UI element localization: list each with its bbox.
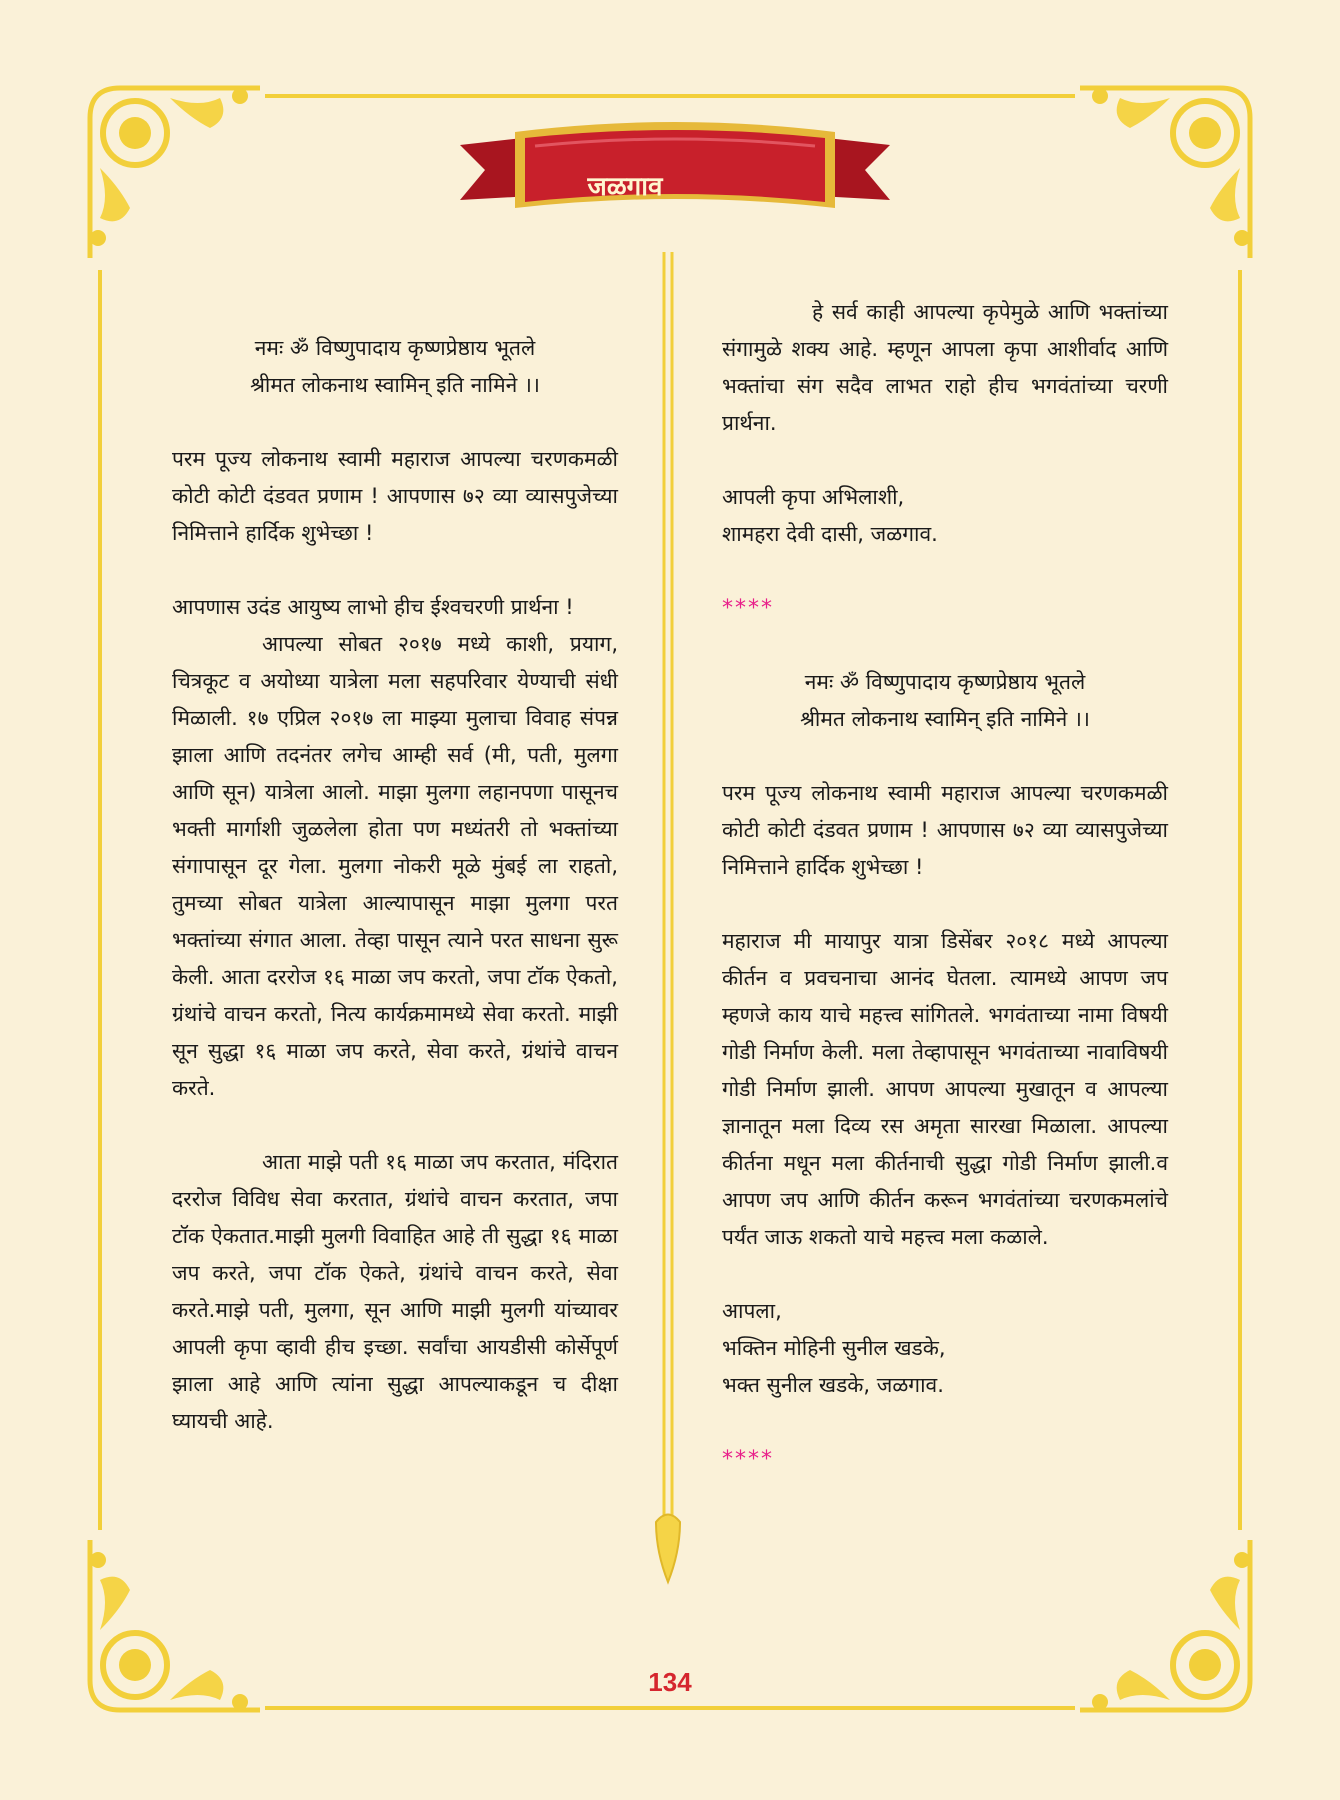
separator-stars: ****: [722, 596, 774, 621]
frame-top-line: [265, 94, 1075, 98]
signoff-line: भक्त सुनील खडके, जळगाव.: [722, 1373, 944, 1397]
signoff-line: आपला,: [722, 1299, 782, 1323]
paragraph: परम पूज्य लोकनाथ स्वामी महाराज आपल्या चरणकमळी कोटी कोटी दंडवत प्रणाम ! आपणास ७२ व्या व्यासपुजेच्या निमित्ताने हार्दिक शुभेच्छा !: [172, 447, 618, 545]
corner-ornament-top-right: [1070, 78, 1260, 268]
paragraph: आता माझे पती १६ माळा जप करतात, मंदिरात दररोज विविध सेवा करतात, ग्रंथांचे वाचन करतात, जपा टॉक ऐकतात.माझी मुलगी विवाहित आहे ती सुद्धा १६ माळा जप करते, जपा टॉक ऐकते, ग्रंथांचे वाचन करते, सेवा करते.माझे पती, मुलगा, सून आणि माझी मुलगी यांच्यावर आपली कृपा व्हावी हीच इच्छा. सर्वांचा आयडीसी कोर्सेपूर्ण झाला आहे आणि त्यांना सुद्धा आपल्याकडून च दीक्षा घ्यायची आहे.: [172, 1150, 618, 1433]
invocation-line: श्रीमत लोकनाथ स्वामिन् इति नामिने ।।: [250, 373, 540, 397]
left-column: [172, 330, 618, 1440]
column-divider: [648, 252, 688, 1592]
paragraph: परम पूज्य लोकनाथ स्वामी महाराज आपल्या चरणकमळी कोटी कोटी दंडवत प्रणाम ! आपणास ७२ व्या व्यासपुजेच्या निमित्ताने हार्दिक शुभेच्छा !: [722, 781, 1168, 879]
page-number: 134: [648, 1667, 692, 1697]
corner-ornament-top-left: [80, 78, 270, 268]
paragraph: आपल्या सोबत २०१७ मध्ये काशी, प्रयाग, चित्रकूट व अयोध्या यात्रेला मला सहपरिवार येण्याची संधी मिळाली. १७ एप्रिल २०१७ ला माझ्या मुलाचा विवाह संपन्न झाला आणि तदनंतर लगेच आम्ही सर्व (मी, पती, मुलगा आणि सून) यात्रेला आलो. माझा मुलगा लहानपणा पासूनच भक्ती मार्गाशी जुळलेला होता पण मध्यंतरी तो भक्तांच्या संगापासून दूर गेला. मुलगा नोकरी मूळे मुंबई ला राहतो, तुमच्या सोबत यात्रेला आल्यापासून माझा मुलगा परत भक्तांच्या संगात आला. तेव्हा पासून त्याने परत साधना सुरू केली. आता दररोज १६ माळा जप करतो, जपा टॉक ऐकतो, ग्रंथांचे वाचन करतो, नित्य कार्यक्रमामध्ये सेवा करतो. माझी सून सुद्धा १६ माळा जप करते, सेवा करते, ग्रंथांचे वाचन करते.: [172, 632, 618, 1100]
corner-ornament-bottom-right: [1070, 1530, 1260, 1720]
signoff-line: भक्तिन मोहिनी सुनील खडके,: [722, 1336, 946, 1360]
paragraph: आपणास उदंड आयुष्य लाभो हीच ईश्वचरणी प्रार्थना !: [172, 595, 574, 619]
invocation-line: नमः ॐ विष्णुपादाय कृष्णप्रेष्ठाय भूतले: [804, 670, 1086, 694]
right-column: [722, 294, 1168, 1478]
frame-right-line: [1238, 270, 1242, 1530]
invocation-line: नमः ॐ विष्णुपादाय कृष्णप्रेष्ठाय भूतले: [254, 336, 536, 360]
corner-ornament-bottom-left: [80, 1530, 270, 1720]
frame-left-line: [98, 270, 102, 1530]
page-title: जळगाव: [587, 172, 663, 202]
signoff-line: शामहरा देवी दासी, जळगाव.: [722, 522, 938, 546]
paragraph: महाराज मी मायापुर यात्रा डिसेंबर २०१८ मध्ये आपल्या कीर्तन व प्रवचनाचा आनंद घेतला. त्यामध्ये आपण जप म्हणजे काय याचे महत्त्व सांगितले. भगवंताच्या नामा विषयी गोडी निर्माण केली. मला तेव्हापासून भगवंताच्या नावाविषयी गोडी निर्माण झाली. आपण आपल्या मुखातून व आपल्या ज्ञानातून मला दिव्य रस अमृता सारखा मिळाला. आपल्या कीर्तना मधून मला कीर्तनाची सुद्धा गोडी निर्माण झाली.व आपण जप आणि कीर्तन करून भगवंतांच्या चरणकमलांचे पर्यंत जाऊ शकतो याचे महत्त्व मला कळाले.: [722, 929, 1168, 1249]
signoff-line: आपली कृपा अभिलाशी,: [722, 485, 905, 509]
frame-bottom-line: [265, 1706, 1075, 1710]
invocation-line: श्रीमत लोकनाथ स्वामिन् इति नामिने ।।: [800, 707, 1090, 731]
separator-stars: ****: [722, 1447, 774, 1472]
paragraph: हे सर्व काही आपल्या कृपेमुळे आणि भक्तांच्या संगामुळे शक्य आहे. म्हणून आपला कृपा आशीर्वाद आणि भक्तांचा संग सदैव लाभत राहो हीच भगवंतांच्या चरणी प्रार्थना.: [722, 300, 1168, 435]
